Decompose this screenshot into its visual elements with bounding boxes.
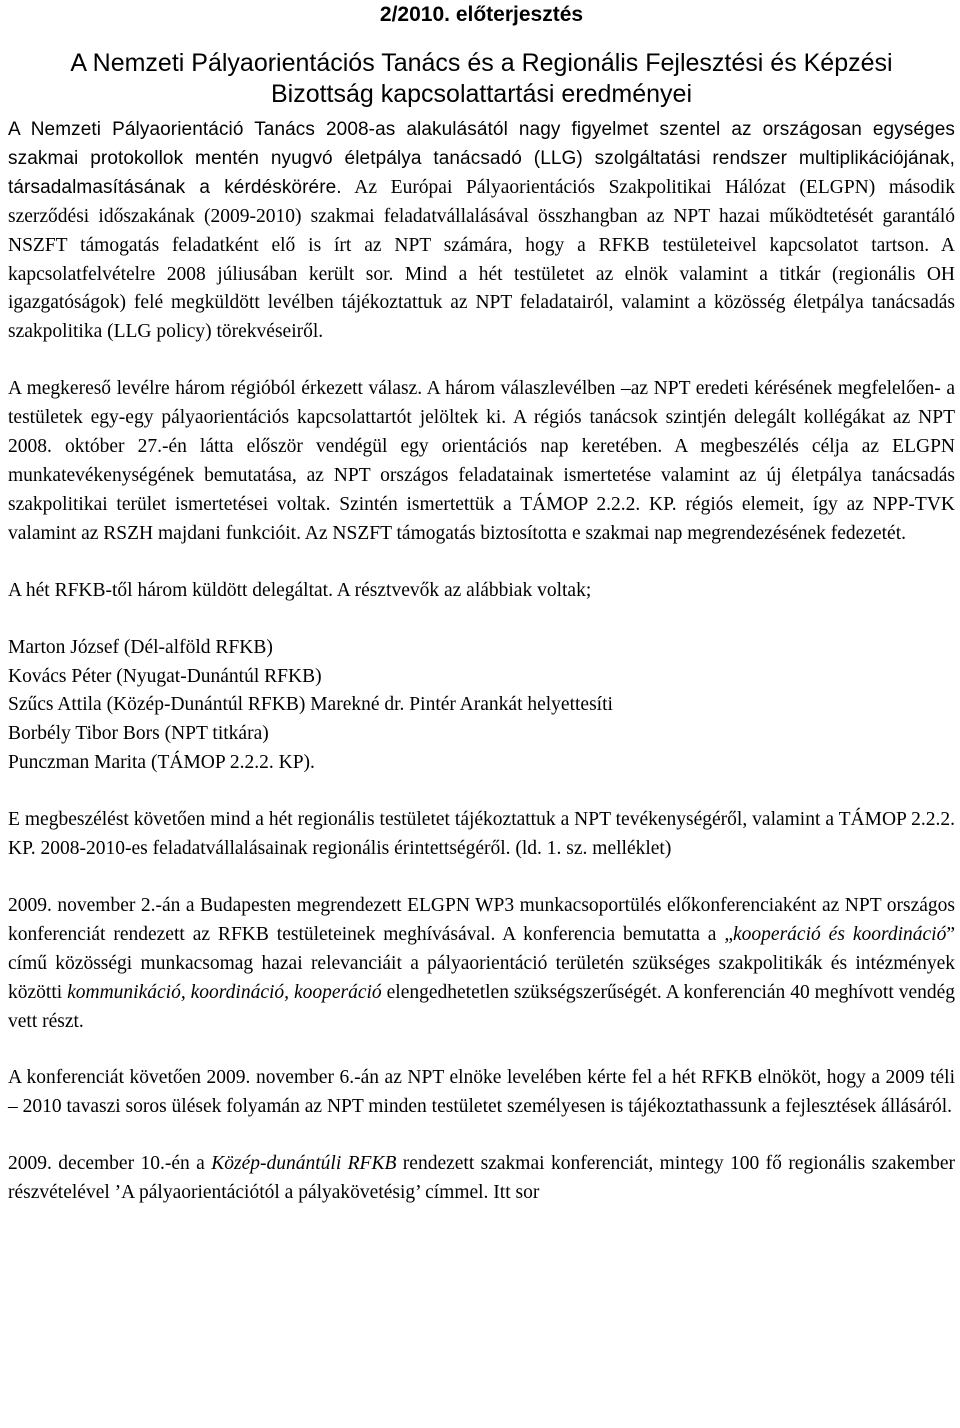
- december-text-1: 2009. december 10.-én a: [8, 1153, 212, 1175]
- document-title: [8, 48, 955, 110]
- delegates-paragraph: A hét RFKB-től három küldött delegáltat. A résztvevők az alábbiak voltak;: [8, 579, 592, 601]
- title-line-1: A Nemzeti Pályaorientációs Tanács és a Regionális Fejlesztési és Képzési: [70, 49, 893, 77]
- participant-item: Szűcs Attila (Közép-Dunántúl RFKB) Marekné dr. Pintér Arankát helyettesíti: [8, 694, 613, 716]
- document-id: 2/2010. előterjesztés: [379, 3, 584, 26]
- document-page: [8, 0, 955, 1208]
- intro-sans-text: A Nemzeti Pályaorientáció Tanács 2008-as alakulásától nagy figyelmet szentel az országosan egységes szakmai protokollok mentén nyugvó életpálya tanácsadó (LLG) szolgáltatási rendszer multiplikációjának, társadalmasításának a kérdéskörére.: [8, 119, 955, 198]
- participant-item: Marton József (Dél-alföld RFKB): [8, 636, 273, 658]
- participant-item: Punczman Marita (TÁMOP 2.2.2. KP).: [8, 752, 315, 774]
- conference-text-2: ” című közösségi munkacsomag hazai relevanciáit a pályaorientáció területén szükséges szakpolitikák és intézmények közötti: [8, 923, 955, 1003]
- participant-item: Kovács Péter (Nyugat-Dunántúl RFKB): [8, 665, 322, 687]
- participants-list: [8, 634, 955, 779]
- conference-italic-1: kooperáció és koordináció: [733, 923, 947, 945]
- conference-text-3: elengedhetetlen szükségszerűségét. A konferencián 40 meghívott vendég vett részt.: [8, 981, 956, 1032]
- december-italic: Közép-dunántúli RFKB: [211, 1153, 397, 1175]
- conference-italic-2: kommunikáció, koordináció, kooperáció: [67, 981, 382, 1003]
- december-text-2: rendezett szakmai konferenciát, mintegy 100 fő regionális szakember részvételével ’A pályaorientációtól a pályakövetésig’ címmel. Itt sor: [8, 1153, 955, 1204]
- response-paragraph: A megkereső levélre három régióból érkezett válasz. A három válaszlevélben –az NPT eredeti kérésének megfelelően- a testületek egy-egy pályaorientációs kapcsolattartót jelöltek ki. A régiós tanácsok szintjén delegált kollégákat az NPT 2008. október 27.-én látta először vendégül egy orientációs nap keretében. A megbeszélés célja az ELGPN munkatevékenységének bemutatása, az NPT országos feladatainak ismertetése valamint az új életpálya tanácsadás szakpolitikai terület ismertetései voltak. Szintén ismertettük a TÁMOP 2.2.2. KP. régiós elemeit, így az NPP-TVK valamint az RSZH majdani funkcióit. Az NSZFT támogatás biztosította e szakmai nap megrendezésének fedezetét.: [8, 378, 955, 544]
- participant-item: Borbély Tibor Bors (NPT titkára): [8, 723, 269, 745]
- title-line-2: Bizottság kapcsolattartási eredményei: [270, 80, 693, 108]
- december-paragraph: [8, 1150, 955, 1208]
- conference-text-1: 2009. november 2.-án a Budapesten megrendezett ELGPN WP3 munkacsoportülés előkonferenciaként az NPT országos konferenciát rendezett az RFKB testületeinek meghívásával. A konferencia bemutatta a „: [8, 894, 955, 945]
- intro-paragraph: [8, 116, 955, 347]
- after-conference-paragraph: A konferenciát követően 2009. november 6.-án az NPT elnöke levelében kérte fel a hét RFKB elnököt, hogy a 2009 téli – 2010 tavaszi soros ülések folyamán az NPT minden testületet személyesen is tájékoztathassunk a fejlesztések állásáról.: [8, 1067, 955, 1118]
- informed-paragraph: E megbeszélést követően mind a hét regionális testületet tájékoztattuk a NPT tevékenységéről, valamint a TÁMOP 2.2.2. KP. 2008-2010-es feladatvállalásainak regionális érintettségéről. (ld. 1. sz. melléklet): [8, 809, 955, 860]
- conference-paragraph: [8, 892, 955, 1037]
- intro-serif-text: Az Európai Pályaorientációs Szakpolitikai Hálózat (ELGPN) második szerződési időszakának (2009-2010) szakmai feladatvállalásával összhangban az NPT hazai működtetését garantáló NSZFT támogatás feladatként elő is írt az NPT számára, hogy a RFKB testületeivel kapcsolatot tartson. A kapcsolatfelvételre 2008 júliusában került sor. Mind a hét testületet az elnök valamint a titkár (regionális OH igazgatóságok) felé megküldött levélben tájékoztattuk az NPT feladatairól, valamint a közösség életpálya tanácsadás szakpolitika (LLG policy) törekvéseiről.: [8, 176, 955, 343]
